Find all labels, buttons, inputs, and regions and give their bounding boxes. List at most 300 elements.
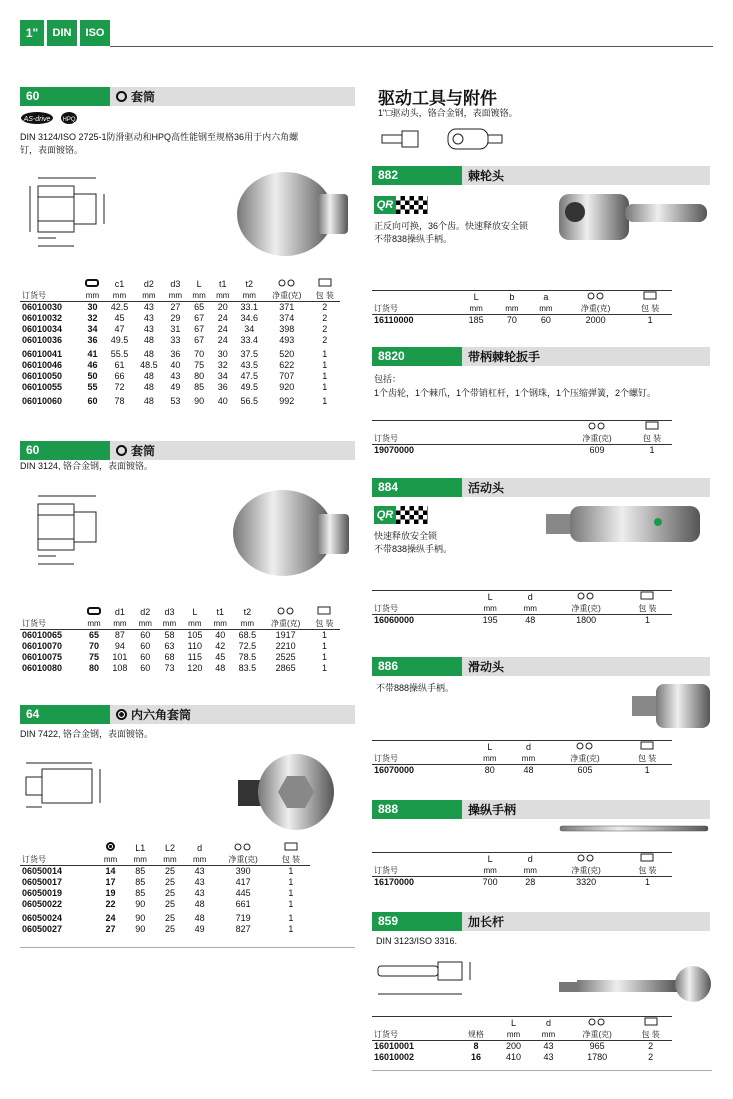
cell-value: 43	[143, 313, 154, 323]
section-8820-desc: 1个齿轮，1个棘爪，1个带销杠杆，1个钢珠，1个压缩弹簧，2个螺钉。	[374, 388, 657, 398]
cell-value: 48.5	[140, 360, 158, 370]
cell-value: 70	[89, 641, 100, 651]
cell-value: 110	[187, 641, 202, 651]
weight-icon	[276, 607, 296, 615]
section-title: 棘轮头	[468, 169, 505, 183]
cell-value: 1	[644, 765, 650, 775]
cell-value: 2000	[585, 315, 606, 325]
cell-value: 80	[484, 765, 495, 775]
divider	[372, 1070, 712, 1071]
section-859-header	[372, 912, 710, 931]
section-886-desc: 不带888操纵手柄。	[376, 683, 455, 693]
section-8820-header	[372, 347, 710, 366]
cell-value: 40	[170, 360, 181, 370]
table-row	[20, 324, 340, 335]
order-number: 16110000	[374, 315, 414, 325]
socket-ring-icon	[116, 91, 127, 102]
package-icon	[640, 741, 654, 750]
cell-value: 46	[87, 360, 98, 370]
cell-value: 24	[105, 913, 116, 923]
package-icon	[640, 853, 654, 862]
cell-value: 43.5	[240, 360, 259, 370]
cell-value: 374	[279, 313, 295, 323]
cell-value: 992	[279, 396, 295, 406]
socket-ring-icon	[116, 445, 127, 456]
socket-drawing	[20, 490, 115, 572]
cell-value: 622	[279, 360, 295, 370]
cell-value: 493	[279, 335, 295, 345]
table-859: L d 订货号 规格 mm mm 净重(克) 包 装 16010001 8 200 43 965 2 16010002 16 410 43 1780 2	[372, 1016, 672, 1063]
section-number: 64	[20, 705, 110, 724]
order-number: 06050024	[22, 913, 63, 923]
cell-value: 417	[235, 877, 251, 887]
cell-value: 105	[187, 630, 203, 640]
cell-value: 83.5	[238, 663, 257, 673]
table-row	[20, 396, 340, 407]
cell-value: 48	[143, 396, 154, 406]
cell-value: 16	[470, 1052, 481, 1062]
order-number: 06050027	[22, 924, 63, 934]
package-icon	[643, 291, 657, 300]
svg-text:AS-drive: AS-drive	[23, 116, 51, 123]
order-number: 06050022	[22, 899, 63, 909]
cell-value: 70	[194, 349, 205, 359]
cell-value: 85	[135, 888, 146, 898]
cell-value: 42	[215, 641, 226, 651]
order-number: 06010036	[22, 335, 63, 345]
section-title: 加长杆	[468, 915, 505, 929]
order-number: 06010032	[22, 313, 63, 323]
section-title: 套筒	[131, 444, 156, 458]
cell-value: 2	[322, 324, 328, 334]
cell-value: 47	[114, 324, 125, 334]
cell-value: 90	[135, 924, 146, 934]
cell-value: 72	[114, 382, 125, 392]
table-row	[20, 663, 340, 674]
section-884-desc: 不带838操纵手柄。	[374, 544, 453, 554]
table-row	[372, 615, 672, 627]
cell-value: 72.5	[238, 641, 257, 651]
cell-value: 398	[279, 324, 295, 334]
cell-value: 1	[288, 888, 294, 898]
table-row	[20, 630, 340, 642]
cell-value: 90	[194, 396, 205, 406]
cell-value: 200	[505, 1041, 521, 1051]
table-row	[372, 877, 672, 889]
cell-value: 40	[215, 630, 226, 640]
cell-value: 36	[217, 382, 228, 392]
cell-value: 2	[322, 313, 328, 323]
cell-value: 75	[89, 652, 100, 662]
cell-value: 28	[525, 877, 536, 887]
cell-value: 49.5	[240, 382, 259, 392]
cell-value: 67	[194, 335, 205, 345]
cell-value: 3320	[576, 877, 597, 887]
order-number: 06010041	[22, 349, 63, 359]
cell-value: 108	[112, 663, 128, 673]
order-number: 06010075	[22, 652, 63, 662]
section-884-desc: 快速释放安全锁	[374, 531, 438, 541]
size-icon	[87, 607, 101, 615]
order-number: 06010080	[22, 663, 63, 673]
weight-icon	[233, 843, 253, 851]
order-number: 16010001	[374, 1041, 415, 1051]
cell-value: 60	[140, 652, 151, 662]
table-row	[372, 1052, 672, 1063]
section-title: 操纵手柄	[468, 803, 517, 817]
cell-value: 43	[170, 371, 181, 381]
weight-icon	[277, 279, 297, 287]
cell-value: 48	[523, 765, 534, 775]
cell-value: 65	[89, 630, 100, 640]
section-64-desc: DIN 7422, 铬合金钢，表面镀铬。	[20, 729, 154, 739]
cell-value: 719	[235, 913, 251, 923]
cell-value: 60	[87, 396, 98, 406]
table-row	[20, 913, 310, 924]
cell-value: 68.5	[238, 630, 257, 640]
sliding-head-photo	[628, 682, 713, 730]
cell-value: 33	[170, 335, 181, 345]
order-number: 06010065	[22, 630, 63, 640]
section-number: 888	[372, 800, 462, 819]
cell-value: 24	[217, 313, 228, 323]
quick-release-badge: QR	[374, 196, 428, 214]
weight-icon	[587, 422, 607, 430]
section-882-header	[372, 166, 710, 185]
cell-value: 33.1	[240, 302, 259, 312]
header-badges	[20, 20, 110, 46]
cell-value: 2865	[275, 663, 296, 673]
cell-value: 17	[105, 877, 116, 887]
page-subtitle: 1"□驱动头，铬合金钢，表面镀铬。	[378, 108, 518, 118]
extension-photo	[555, 962, 715, 1007]
cell-value: 43	[143, 302, 154, 312]
cell-value: 195	[482, 615, 498, 625]
cell-value: 94	[114, 641, 125, 651]
cell-value: 410	[505, 1052, 521, 1062]
order-number: 06010070	[22, 641, 63, 651]
cell-value: 78.5	[238, 652, 257, 662]
svg-text:HPQ: HPQ	[62, 117, 76, 123]
cell-value: 48	[143, 335, 154, 345]
cell-value: 43	[143, 324, 154, 334]
cell-value: 48	[525, 615, 536, 625]
cell-value: 25	[164, 924, 175, 934]
cell-value: 48	[143, 382, 154, 392]
table-888: L d 订货号 mm mm 净重(克) 包 装 16170000 700 28 3320 1	[372, 852, 672, 888]
cell-value: 80	[89, 663, 100, 673]
cell-value: 36	[170, 349, 181, 359]
cell-value: 50	[87, 371, 98, 381]
extension-drawing	[372, 958, 482, 1003]
cell-value: 25	[164, 913, 175, 923]
cell-value: 185	[468, 315, 484, 325]
cell-value: 1917	[275, 630, 296, 640]
socket-drawing	[20, 172, 115, 254]
table-row	[372, 315, 672, 327]
cell-value: 1	[644, 615, 650, 625]
hex-socket-drawing	[20, 755, 120, 815]
cell-value: 73	[164, 663, 175, 673]
cell-value: 605	[577, 765, 593, 775]
cell-value: 25	[164, 866, 175, 876]
cell-value: 25	[164, 888, 175, 898]
hex-size-icon	[106, 842, 115, 851]
order-number: 06050014	[22, 866, 63, 876]
cell-value: 19	[105, 888, 116, 898]
cell-value: 55	[87, 382, 98, 392]
table-60b: d1 d2 d3 L t1 t2 订货号 mm mm mm mm mm mm mm 净重(克) 包 装 06010065 65 87 60 58 105 40 68.5 1917 1 06010070 70 94 60 63 110 42 72.5 2210 1 06010075 75 101 60 68 115 45 78.5 2525 1 06010080 80 108 60 73 120 48 83.5 2865 1	[20, 606, 340, 674]
cell-value: 1	[288, 924, 294, 934]
order-number: 16060000	[374, 615, 415, 625]
table-row	[20, 924, 310, 935]
cell-value: 965	[589, 1041, 605, 1051]
cell-value: 1	[322, 396, 328, 406]
cell-value: 24	[217, 324, 228, 334]
header-rule	[110, 46, 713, 47]
section-title: 活动头	[468, 481, 505, 495]
cell-value: 2210	[275, 641, 296, 651]
ratchet-photo	[555, 190, 710, 245]
cell-value: 36	[87, 335, 98, 345]
table-row	[20, 302, 340, 314]
cell-value: 68	[164, 652, 175, 662]
order-number: 16010002	[374, 1052, 415, 1062]
cell-value: 78	[114, 396, 125, 406]
table-row	[20, 313, 340, 324]
cell-value: 37.5	[240, 349, 259, 359]
handle-photo	[558, 824, 710, 834]
feature-icons	[20, 111, 78, 125]
cell-value: 101	[112, 652, 128, 662]
cell-value: 32	[217, 360, 228, 370]
cell-value: 700	[482, 877, 498, 887]
order-number: 06050019	[22, 888, 63, 898]
package-icon	[640, 591, 654, 600]
order-number: 06010030	[22, 302, 63, 312]
section-886-header	[372, 657, 710, 676]
cell-value: 61	[114, 360, 125, 370]
page-title: 驱动工具与附件	[378, 89, 497, 108]
order-number: 16070000	[374, 765, 415, 775]
hex-socket-photo	[230, 750, 350, 835]
cell-value: 48	[194, 899, 205, 909]
cell-value: 34	[217, 371, 228, 381]
section-number: 8820	[372, 347, 462, 366]
cell-value: 24	[217, 335, 228, 345]
order-number: 16170000	[374, 877, 415, 887]
swivel-head-photo	[540, 500, 710, 550]
cell-value: 1	[322, 382, 328, 392]
cell-value: 30	[217, 349, 228, 359]
section-title: 套筒	[131, 90, 156, 104]
cell-value: 49	[170, 382, 181, 392]
cell-value: 43	[194, 888, 205, 898]
section-title: 滑动头	[468, 660, 505, 674]
cell-value: 27	[170, 302, 181, 312]
cell-value: 90	[135, 899, 146, 909]
cell-value: 609	[589, 445, 605, 455]
table-884: L d 订货号 mm mm 净重(克) 包 装 16060000 195 48 1800 1	[372, 590, 672, 626]
cell-value: 22	[105, 899, 116, 909]
cell-value: 48	[215, 663, 226, 673]
package-icon	[645, 421, 659, 430]
cell-value: 70	[506, 315, 517, 325]
cell-value: 115	[187, 652, 202, 662]
cell-value: 90	[135, 913, 146, 923]
cell-value: 1	[321, 630, 327, 640]
table-60a: c1 d2 d3 L t1 t2 订货号 mm mm mm mm mm mm mm 净重(克) 包 装 06010030 30 42.5 43 27 65 20 33.1 371 2 06010032 32 45 43 29 67 24 34.6 374 2 06010034 34 47 43 31 67 24 34 398 2 06010036 36 49.5 48 33 67 24 33.4 493 2 06010041 41 55.5 48 36 70 30 37.5 520 1 06010046 46 61 48.5 40 75 32 43.5 622 1 06010050 50 66 48 43 80 34 47.5 707 1 06010055 55 72 48 49 85 36 49.5 920 1 06010060 60 78 48 53 90 40 56.5 992 1	[20, 278, 340, 407]
cell-value: 60	[140, 663, 151, 673]
cell-value: 47.5	[240, 371, 259, 381]
order-number: 06010046	[22, 360, 63, 370]
cell-value: 371	[279, 302, 295, 312]
section-number: 60	[20, 87, 110, 106]
section-number: 884	[372, 478, 462, 497]
cell-value: 49	[194, 924, 205, 934]
table-row	[20, 641, 340, 652]
section-859-desc: DIN 3123/ISO 3316.	[376, 936, 458, 946]
cell-value: 80	[194, 371, 205, 381]
weight-icon	[576, 592, 596, 600]
cell-value: 58	[164, 630, 175, 640]
weight-icon	[575, 742, 595, 750]
as-drive-icon	[20, 111, 54, 125]
package-icon	[318, 278, 332, 287]
table-row	[20, 899, 310, 910]
cell-value: 661	[235, 899, 251, 909]
cell-value: 56.5	[240, 396, 259, 406]
table-row	[372, 445, 672, 457]
socket-photo	[225, 488, 355, 578]
cell-value: 43	[543, 1041, 554, 1051]
cell-value: 48	[143, 371, 154, 381]
cell-value: 2	[648, 1052, 654, 1062]
package-icon	[644, 1017, 658, 1026]
cell-value: 1	[288, 913, 294, 923]
weight-icon	[576, 854, 596, 862]
cell-value: 63	[164, 641, 175, 651]
table-row	[20, 371, 340, 382]
cell-value: 34	[244, 324, 255, 334]
cell-value: 707	[279, 371, 295, 381]
order-number: 06010060	[22, 396, 63, 406]
cell-value: 1	[321, 652, 327, 662]
cell-value: 75	[194, 360, 205, 370]
socket-photo	[230, 170, 355, 258]
table-row	[20, 335, 340, 346]
cell-value: 20	[217, 302, 228, 312]
order-number: 06010055	[22, 382, 63, 392]
cell-value: 25	[164, 877, 175, 887]
cell-value: 85	[135, 877, 146, 887]
cell-value: 60	[540, 315, 551, 325]
order-number: 06010050	[22, 371, 63, 381]
divider	[20, 947, 355, 948]
cell-value: 43	[543, 1052, 554, 1062]
cell-value: 87	[114, 630, 125, 640]
cell-value: 520	[279, 349, 295, 359]
section-884-header	[372, 478, 710, 497]
cell-value: 67	[194, 324, 205, 334]
hpq-icon	[60, 111, 78, 125]
cell-value: 1	[644, 877, 650, 887]
cell-value: 920	[279, 382, 295, 392]
section-882-desc: 不带838操纵手柄。	[374, 234, 453, 244]
cell-value: 2	[322, 302, 328, 312]
cell-value: 1	[322, 371, 328, 381]
cell-value: 53	[170, 396, 181, 406]
cell-value: 60	[140, 630, 151, 640]
cell-value: 30	[87, 302, 98, 312]
cell-value: 8	[473, 1041, 479, 1051]
table-row	[20, 888, 310, 899]
section-title: 内六角套筒	[131, 708, 192, 722]
cell-value: 1	[649, 445, 655, 455]
cell-value: 2	[648, 1041, 654, 1051]
cell-value: 41	[87, 349, 98, 359]
table-row	[20, 877, 310, 888]
table-row	[20, 360, 340, 371]
section-number: 859	[372, 912, 462, 931]
cell-value: 55.5	[110, 349, 129, 359]
cell-value: 31	[170, 324, 181, 334]
cell-value: 1	[322, 360, 328, 370]
section-882-desc: 正反向可换，36个齿。快速释放安全锁	[374, 221, 529, 231]
section-60b-desc: DIN 3124, 铬合金钢，表面镀铬。	[20, 461, 154, 471]
din-badge: DIN	[47, 20, 77, 46]
table-row	[372, 1041, 672, 1053]
cell-value: 43	[194, 866, 205, 876]
cell-value: 1	[288, 877, 294, 887]
section-number: 886	[372, 657, 462, 676]
cell-value: 120	[187, 663, 203, 673]
weight-icon	[586, 292, 606, 300]
cell-value: 85	[194, 382, 205, 392]
cell-value: 42.5	[110, 302, 129, 312]
section-60a-desc: DIN 3124/ISO 2725-1防滑驱动和HPQ高性能钢至规格36用于内六角螺钉，表面镀铬。	[20, 132, 299, 155]
cell-value: 49.5	[110, 335, 129, 345]
table-row	[20, 349, 340, 360]
cell-value: 67	[194, 313, 205, 323]
table-row	[20, 866, 310, 878]
cell-value: 34.6	[240, 313, 259, 323]
cell-value: 40	[217, 396, 228, 406]
cell-value: 390	[235, 866, 251, 876]
cell-value: 43	[194, 877, 205, 887]
cell-value: 29	[170, 313, 181, 323]
cell-value: 1	[321, 663, 327, 673]
cell-value: 1	[322, 349, 328, 359]
size-icon	[85, 279, 99, 287]
cell-value: 32	[87, 313, 98, 323]
hex-socket-icon	[116, 709, 127, 720]
cell-value: 65	[194, 302, 205, 312]
cell-value: 27	[105, 924, 116, 934]
drive-size-badge: 1"	[20, 20, 44, 46]
cell-value: 34	[87, 324, 98, 334]
table-64: L1 L2 d 订货号 mm mm mm mm 净重(克) 包 装 06050014 14 85 25 43 390 1 06050017 17 85 25 43 417 1 06050019 19 85 25 43 445 1 06050022 22 90 25 48 661 1 06050024 24 90 25 48 719 1 06050027 27 90 25 49 827 1	[20, 842, 310, 935]
weight-icon	[587, 1018, 607, 1026]
cell-value: 1	[321, 641, 327, 651]
cell-value: 48	[194, 913, 205, 923]
cell-value: 25	[164, 899, 175, 909]
cell-value: 445	[235, 888, 251, 898]
table-row	[372, 765, 672, 777]
cell-value: 33.4	[240, 335, 259, 345]
cell-value: 45	[114, 313, 125, 323]
cell-value: 45	[215, 652, 226, 662]
